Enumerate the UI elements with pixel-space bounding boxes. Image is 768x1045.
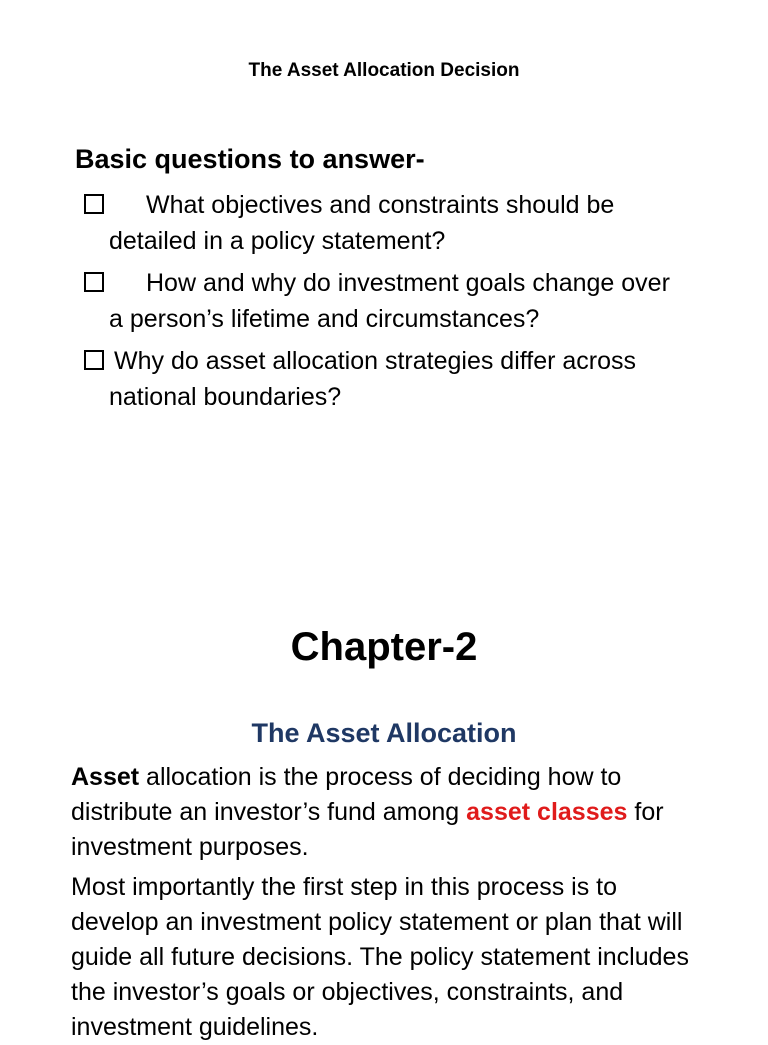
- paragraph-text: for investment purposes.: [71, 798, 664, 861]
- question-first-line: [84, 187, 744, 223]
- question-first-line: [84, 343, 744, 379]
- policy-paragraph: Most importantly the first step in this process is to develop an investment policy statement or plan that will guide all future decisions. The policy statement includes the investor’s goals or objectives, constraints, and investment guidelines.: [71, 873, 689, 1041]
- question-item: [84, 265, 744, 337]
- lead-term: Asset: [71, 763, 140, 791]
- question-text: How and why do investment goals change over: [146, 269, 670, 297]
- question-text: Why do asset allocation strategies differ across: [114, 347, 637, 375]
- question-continuation: a person’s lifetime and circumstances?: [109, 305, 540, 333]
- question-text: What objectives and constraints should be: [146, 191, 615, 219]
- checkbox-icon: [84, 272, 104, 292]
- section-title: The Asset Allocation: [251, 718, 517, 748]
- question-continuation: detailed in a policy statement?: [109, 227, 446, 255]
- highlighted-term: asset classes: [466, 798, 628, 826]
- question-first-line: [84, 265, 744, 301]
- definition-paragraph: [71, 760, 711, 865]
- checkbox-icon: [84, 194, 104, 214]
- question-item: [84, 187, 744, 259]
- chapter-title: Chapter-2: [290, 625, 478, 669]
- checkbox-icon: [84, 350, 104, 370]
- question-continuation: national boundaries?: [109, 383, 342, 411]
- page-title: The Asset Allocation Decision: [248, 60, 520, 81]
- paragraph-text: allocation is the process of deciding how to distribute an investor’s fund among: [71, 763, 622, 826]
- question-item: [84, 343, 744, 415]
- questions-heading: Basic questions to answer-: [75, 144, 425, 174]
